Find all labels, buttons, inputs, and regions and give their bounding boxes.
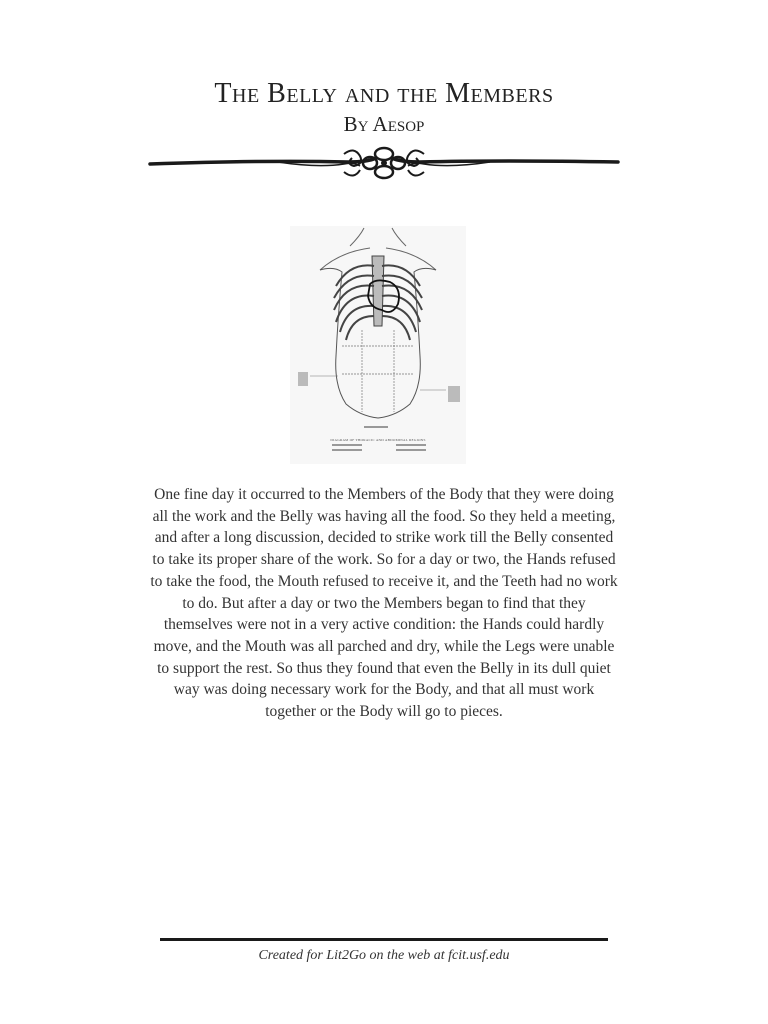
footer-rule: [160, 938, 608, 941]
footer-credit: Created for Lit2Go on the web at fcit.usf.edu: [258, 948, 510, 963]
author-line: By Aesop: [343, 112, 425, 136]
figure-caption: DIAGRAM OF THORACIC AND ABDOMINAL REGIONS: [330, 438, 426, 442]
story-text: One fine day it occurred to the Members of the Body that they were doing all the work and the Belly was having all the food. So they held a meeting, and after a long discussion, decided to strike work till the Belly consented to take its proper share of the work. So for a day or two, the Hands refused to take the food, the Mouth refused to receive it, and the Teeth had no work to do. But after a day or two the Members began to find that they themselves were not in a very active condition: the Hands could hardly move, and the Mouth was all parched and dry, while the Legs were unable to support the rest. So thus they found that even the Belly in its dull quiet way was doing necessary work for the Body, and that all must work together or the Body will go to pieces.: [150, 486, 618, 721]
page-title: The Belly and the Members: [214, 78, 554, 109]
torso-diagram: [290, 226, 466, 464]
anatomical-torso-icon: [290, 226, 466, 464]
ornamental-divider-icon: [148, 140, 620, 184]
